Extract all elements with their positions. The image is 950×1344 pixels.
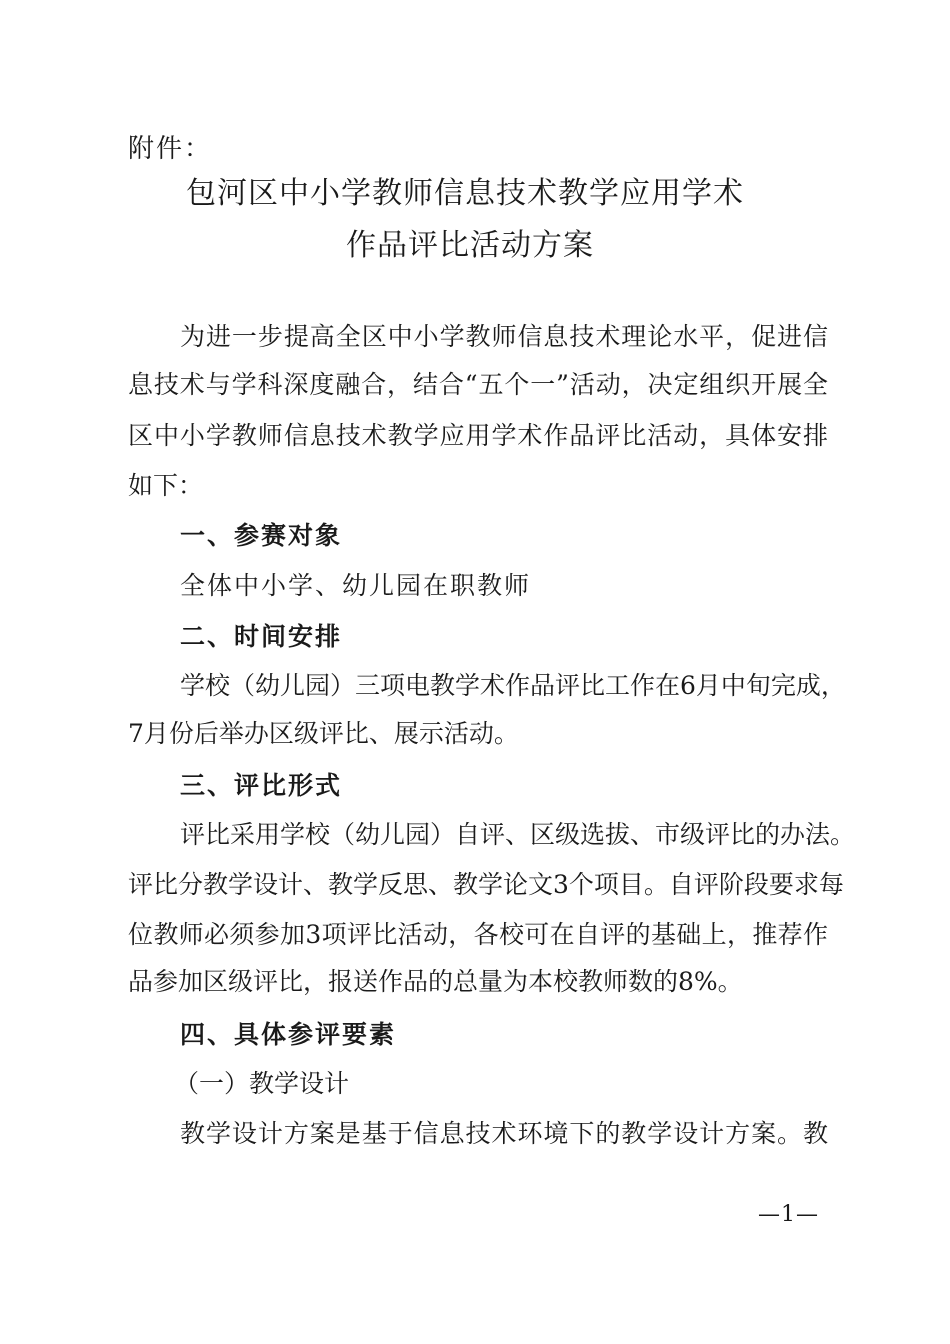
intro-line-1: 为进一步提高全区中小学教师信息技术理论水平，促进信 [180, 322, 828, 351]
section3-heading: 三、评比形式 [180, 771, 343, 800]
document-title-line2: 作品评比活动方案 [346, 228, 594, 263]
section2-heading: 二、时间安排 [180, 622, 343, 651]
attachment-label: 附件： [128, 134, 213, 164]
section4-text: 教学设计方案是基于信息技术环境下的教学设计方案。教 [180, 1119, 828, 1148]
page-number: —1— [758, 1202, 819, 1227]
section4-subheading: （一）教学设计 [174, 1069, 350, 1098]
section2-line-2: 7月份后举办区级评比、展示活动。 [128, 719, 519, 748]
section3-line-1: 评比采用学校（幼儿园）自评、区级选拔、市级评比的办法。 [180, 820, 856, 849]
section2-line-1: 学校（幼儿园）三项电教学术作品评比工作在6月中旬完成， [180, 671, 846, 700]
intro-line-4: 如下： [128, 471, 204, 500]
section3-line-2: 评比分教学设计、教学反思、教学论文3个项目。自评阶段要求每 [128, 870, 844, 899]
section1-heading: 一、参赛对象 [180, 521, 343, 550]
document-title-line1: 包河区中小学教师信息技术教学应用学术 [186, 176, 744, 211]
section1-text: 全体中小学、幼儿园在职教师 [180, 571, 532, 600]
intro-line-2: 息技术与学科深度融合，结合“五个一”活动，决定组织开展全 [128, 370, 828, 399]
intro-line-3: 区中小学教师信息技术教学应用学术作品评比活动，具体安排 [128, 421, 828, 450]
section3-line-4: 品参加区级评比，报送作品的总量为本校教师数的8%。 [128, 967, 743, 996]
section4-heading: 四、具体参评要素 [180, 1020, 397, 1049]
section3-line-3: 位教师必须参加3项评比活动，各校可在自评的基础上，推荐作 [128, 920, 828, 949]
